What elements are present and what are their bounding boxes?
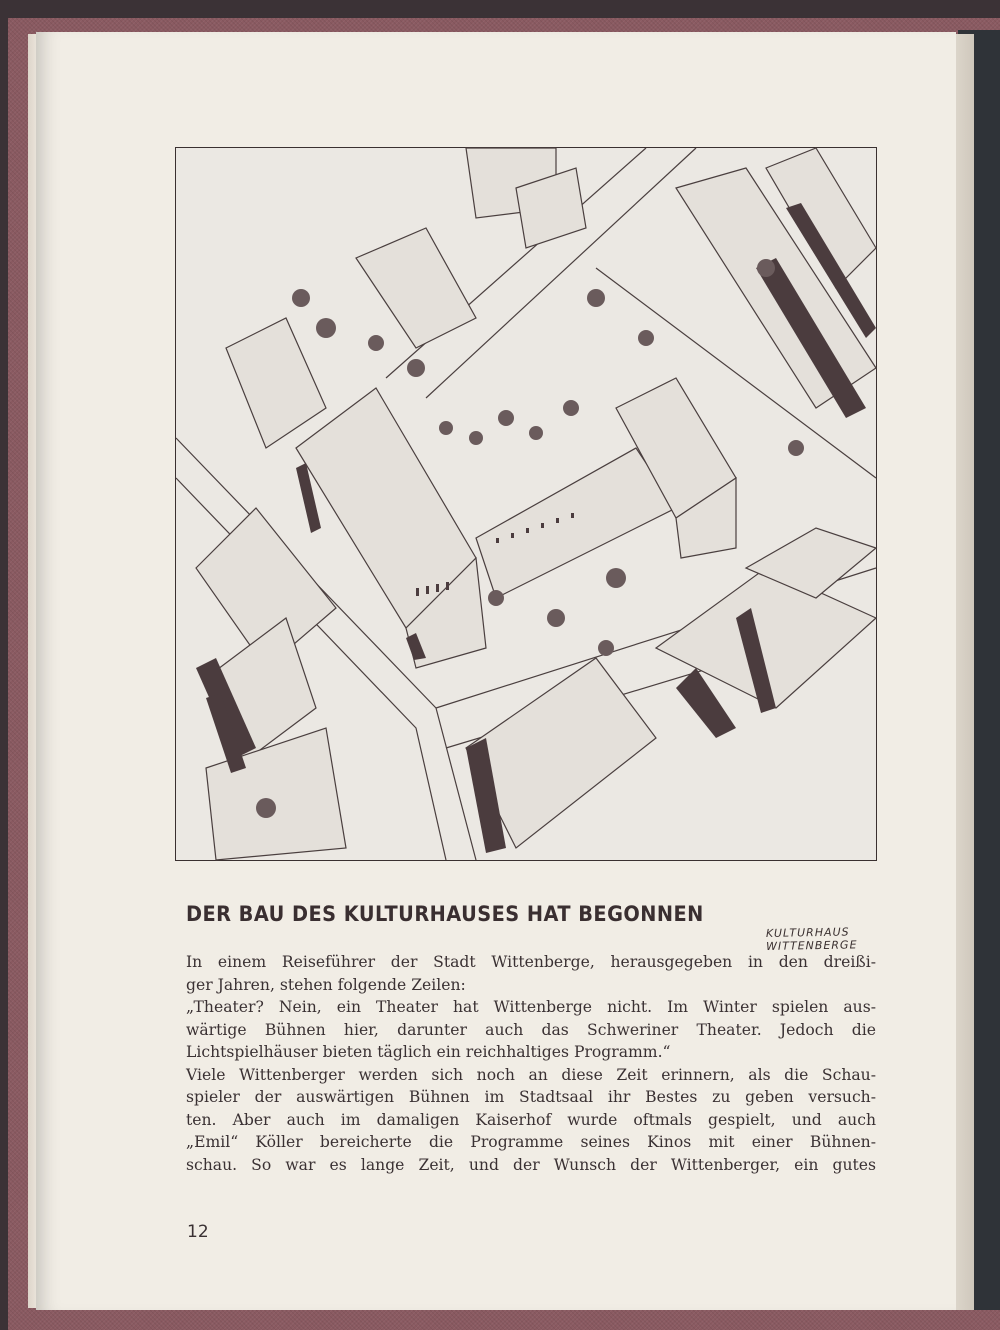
body-line: Lichtspielhäuser bieten täglich ein reichhaltiges Programm.“ [186, 1043, 671, 1061]
body-line: Viele Wittenberger werden sich noch an diese Zeit erinnern, als die Schau- [186, 1065, 876, 1084]
body-line: ger Jahren, stehen folgende Zeilen: [186, 975, 466, 994]
body-line: ten. Aber auch im damaligen Kaiserhof wurde oftmals gespielt, und auch [186, 1110, 876, 1129]
body-line: wärtige Bühnen hier, darunter auch das Schweriner Theater. Jedoch die [186, 1020, 876, 1039]
body-line: „Emil“ Köller bereicherte die Programme seines Kinos mit einer Bühnen- [186, 1133, 876, 1151]
body-line: spieler der auswärtigen Bühnen im Stadtsaal ihr Bestes zu geben versuch- [186, 1088, 876, 1106]
body-line: In einem Reiseführer der Stadt Wittenberge, herausgegeben in den dreißi- [186, 953, 876, 971]
aerial-sketch [176, 148, 876, 860]
article-body [186, 951, 876, 1176]
body-line: „Theater? Nein, ein Theater hat Wittenberge nicht. Im Winter spielen aus- [186, 998, 876, 1016]
page-number: 12 [187, 1222, 209, 1242]
illustration-caption: KULTURHAUS WITTENBERGE [765, 925, 858, 953]
body-line: schau. So war es lange Zeit, und der Wunsch der Wittenberger, ein gutes [186, 1155, 876, 1174]
article-heading: DER BAU DES KULTURHAUSES HAT BEGONNEN [186, 902, 704, 926]
